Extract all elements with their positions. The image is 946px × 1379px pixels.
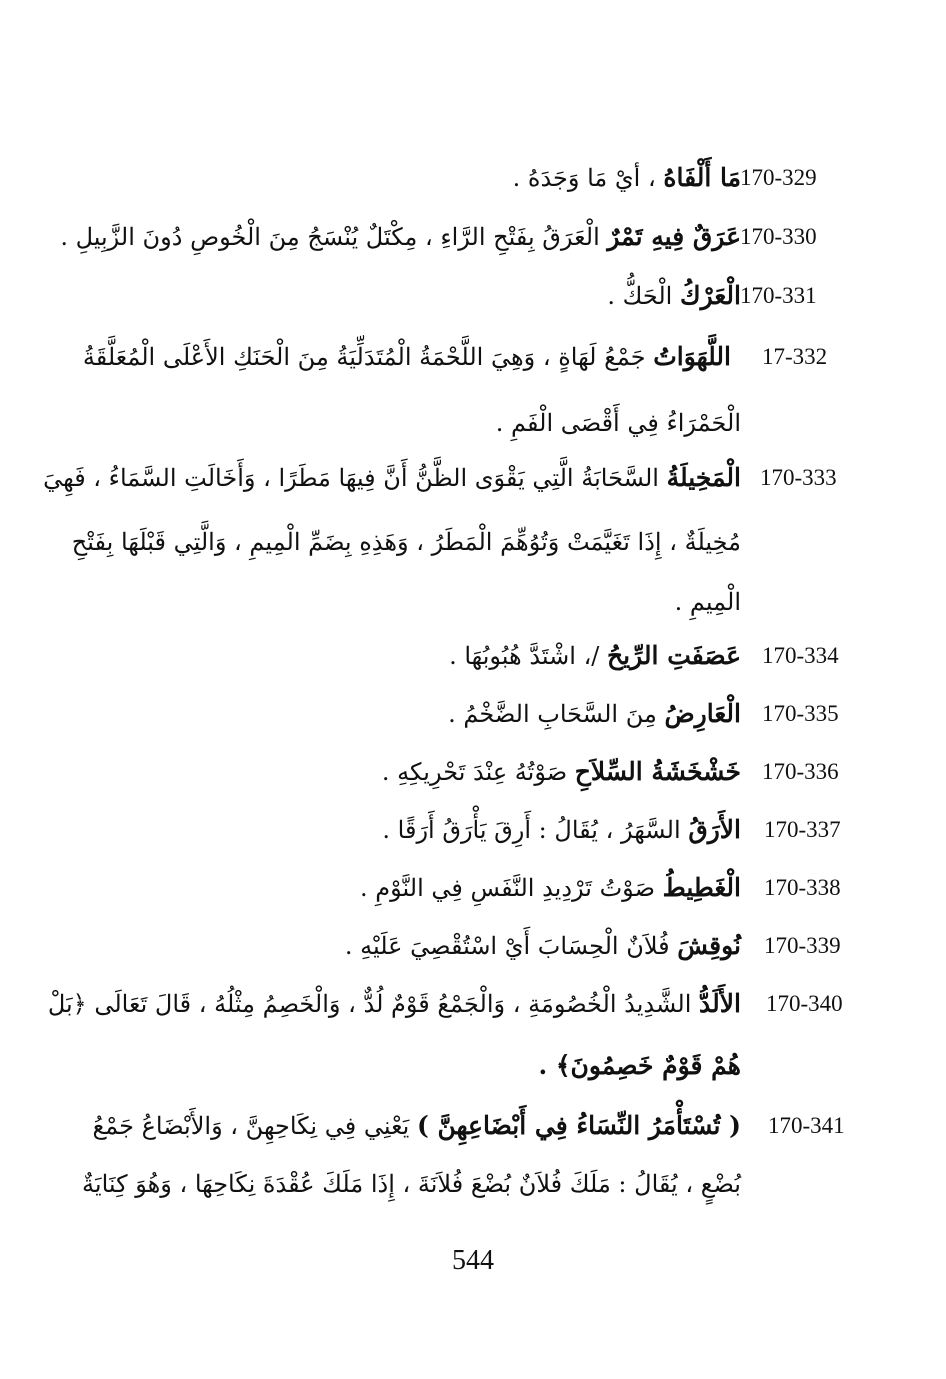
entry-text: السَّحَابَةُ الَّتِي يَقْوَى الظَّنُّ أَنَّ فِيهَا مَطَرًا ، وَأَخَالَتِ السَّمَاءُ ، فَهِيَ <box>43 464 659 492</box>
entry-line <box>60 335 731 379</box>
entry-number: 170-329 <box>740 165 817 190</box>
entry-line <box>60 520 741 564</box>
entry-line <box>60 1162 741 1206</box>
entry-text: مُخِيلَةٌ ، إِذَا تَغَيَّمَتْ وَتُوُهِّمَ الْمَطَرُ ، وَهَذِهِ بِضَمِّ الْمِيمِ ، وَالَّتِي قَبْلَهَا بِفَتْحِ <box>71 528 741 556</box>
entry-number: 170-340 <box>766 991 843 1016</box>
entry-term: اللَّهَوَاتُ <box>653 342 731 371</box>
entry-number: 170-337 <box>764 817 841 842</box>
entry-line <box>60 401 741 445</box>
entry-number: 170-333 <box>760 465 837 490</box>
entry-line <box>60 1104 741 1148</box>
entry-line <box>60 750 741 794</box>
entry-line <box>60 866 741 910</box>
entry-text: مِنَ السَّحَابِ الضَّخْمُ . <box>448 700 657 728</box>
entry-term: عَصَفَتِ الرِّيحُ <box>607 641 741 670</box>
page-number: 544 <box>452 1245 494 1276</box>
entry-text: فُلاَنٌ الْحِسَابَ أَيْ اسْتُقْصِيَ عَلَيْهِ . <box>344 932 670 960</box>
entry-line <box>60 156 741 200</box>
entry-line <box>60 808 741 852</box>
entry-text: ، أيْ مَا وَجَدَهُ . <box>512 164 656 192</box>
entry-text: صَوْتُ تَرْدِيدِ النَّفَسِ فِي النَّوْمِ . <box>360 874 655 902</box>
entry-number: 170-341 <box>768 1113 845 1138</box>
entry-term: نُوقِشَ <box>677 931 741 960</box>
entry-number: 170-339 <box>764 933 841 958</box>
entry-number: 170-338 <box>764 875 841 900</box>
entry-term: الأَلَدُّ <box>699 989 741 1018</box>
entry-term: الْمَخِيلَةُ <box>666 463 741 492</box>
entry-line <box>60 580 741 624</box>
entry-term: الْعَارِضُ <box>664 699 741 728</box>
entry-term: الْعَرْكُ <box>679 281 741 310</box>
entry-number: 170-331 <box>740 283 817 308</box>
entry-line <box>60 215 741 259</box>
entry-term: عَرَقٌ فِيهِ تَمْرٌ <box>607 222 741 251</box>
entry-term: الأَرَقُ <box>688 815 741 844</box>
entry-line <box>60 1044 741 1088</box>
entry-text: الْحَكُّ . <box>607 282 673 310</box>
entry-term: خَشْخَشَةُ السِّلاَحِ <box>574 757 741 786</box>
entry-term: ( تُسْتَأْمَرُ النِّسَاءُ فِي أَبْضَاعِهِنَّ ) <box>416 1111 741 1140</box>
entry-term: مَا أَلْفَاهُ <box>663 163 741 192</box>
entry-number: 170-335 <box>762 701 839 726</box>
entry-line <box>60 692 741 736</box>
entry-term: الْغَطِيطُ <box>662 873 741 902</box>
entry-text: الْحَمْرَاءُ فِي أَقْصَى الْفَمِ . <box>495 409 741 437</box>
entry-text: الْمِيمِ . <box>674 588 741 616</box>
entry-text: الشَّدِيدُ الْخُصُومَةِ ، وَالْجَمْعُ قَوْمٌ لُدٌّ ، وَالْخَصِمُ مِثْلُهُ ، قَالَ تَعَالَى ﴿بَلْ <box>47 990 692 1018</box>
entry-number: 170-334 <box>762 643 839 668</box>
entry-text: صَوْتُهُ عِنْدَ تَحْرِيكِهِ . <box>381 758 568 786</box>
entry-line <box>60 634 741 678</box>
entry-line <box>43 456 741 500</box>
entry-text: جَمْعُ لَهَاةٍ ، وَهِيَ اللَّحْمَةُ الْمُتَدَلِّيَةُ مِنَ الْحَنَكِ الأَعْلَى الْمُعَلَّقَةُ <box>82 343 646 371</box>
entry-number: 17-332 <box>762 344 828 369</box>
entry-text: هُمْ قَوْمٌ خَصِمُونَ﴾ . <box>538 1051 741 1080</box>
entry-number: 170-330 <box>740 224 817 249</box>
entry-text: بُضْعٍ ، يُقَالُ : مَلَكَ فُلاَنٌ بُضْعَ فُلاَنَةَ ، إِذَا مَلَكَ عُقْدَةَ نِكَاحِهَا ، وَهُوَ كِنَايَةٌ <box>82 1170 741 1198</box>
entry-line <box>60 274 741 318</box>
entry-text: /، اشْتَدَّ هُبُوبُهَا . <box>449 642 600 670</box>
entry-line <box>47 982 741 1026</box>
entry-text: يَعْنِي فِي نِكَاحِهِنَّ ، وَالأَبْضَاعُ جَمْعُ <box>92 1112 410 1140</box>
entry-number: 170-336 <box>762 759 839 784</box>
entry-text: السَّهَرُ ، يُقَالُ : أَرِقَ يَأْرَقُ أَرَقًا . <box>382 816 681 844</box>
entry-line <box>60 924 741 968</box>
entry-text: الْعَرَقُ بِفَتْحِ الرَّاءِ ، مِكْتَلٌ يُنْسَجُ مِنَ الْخُوصِ دُونَ الزَّبِيلِ . <box>60 223 600 251</box>
